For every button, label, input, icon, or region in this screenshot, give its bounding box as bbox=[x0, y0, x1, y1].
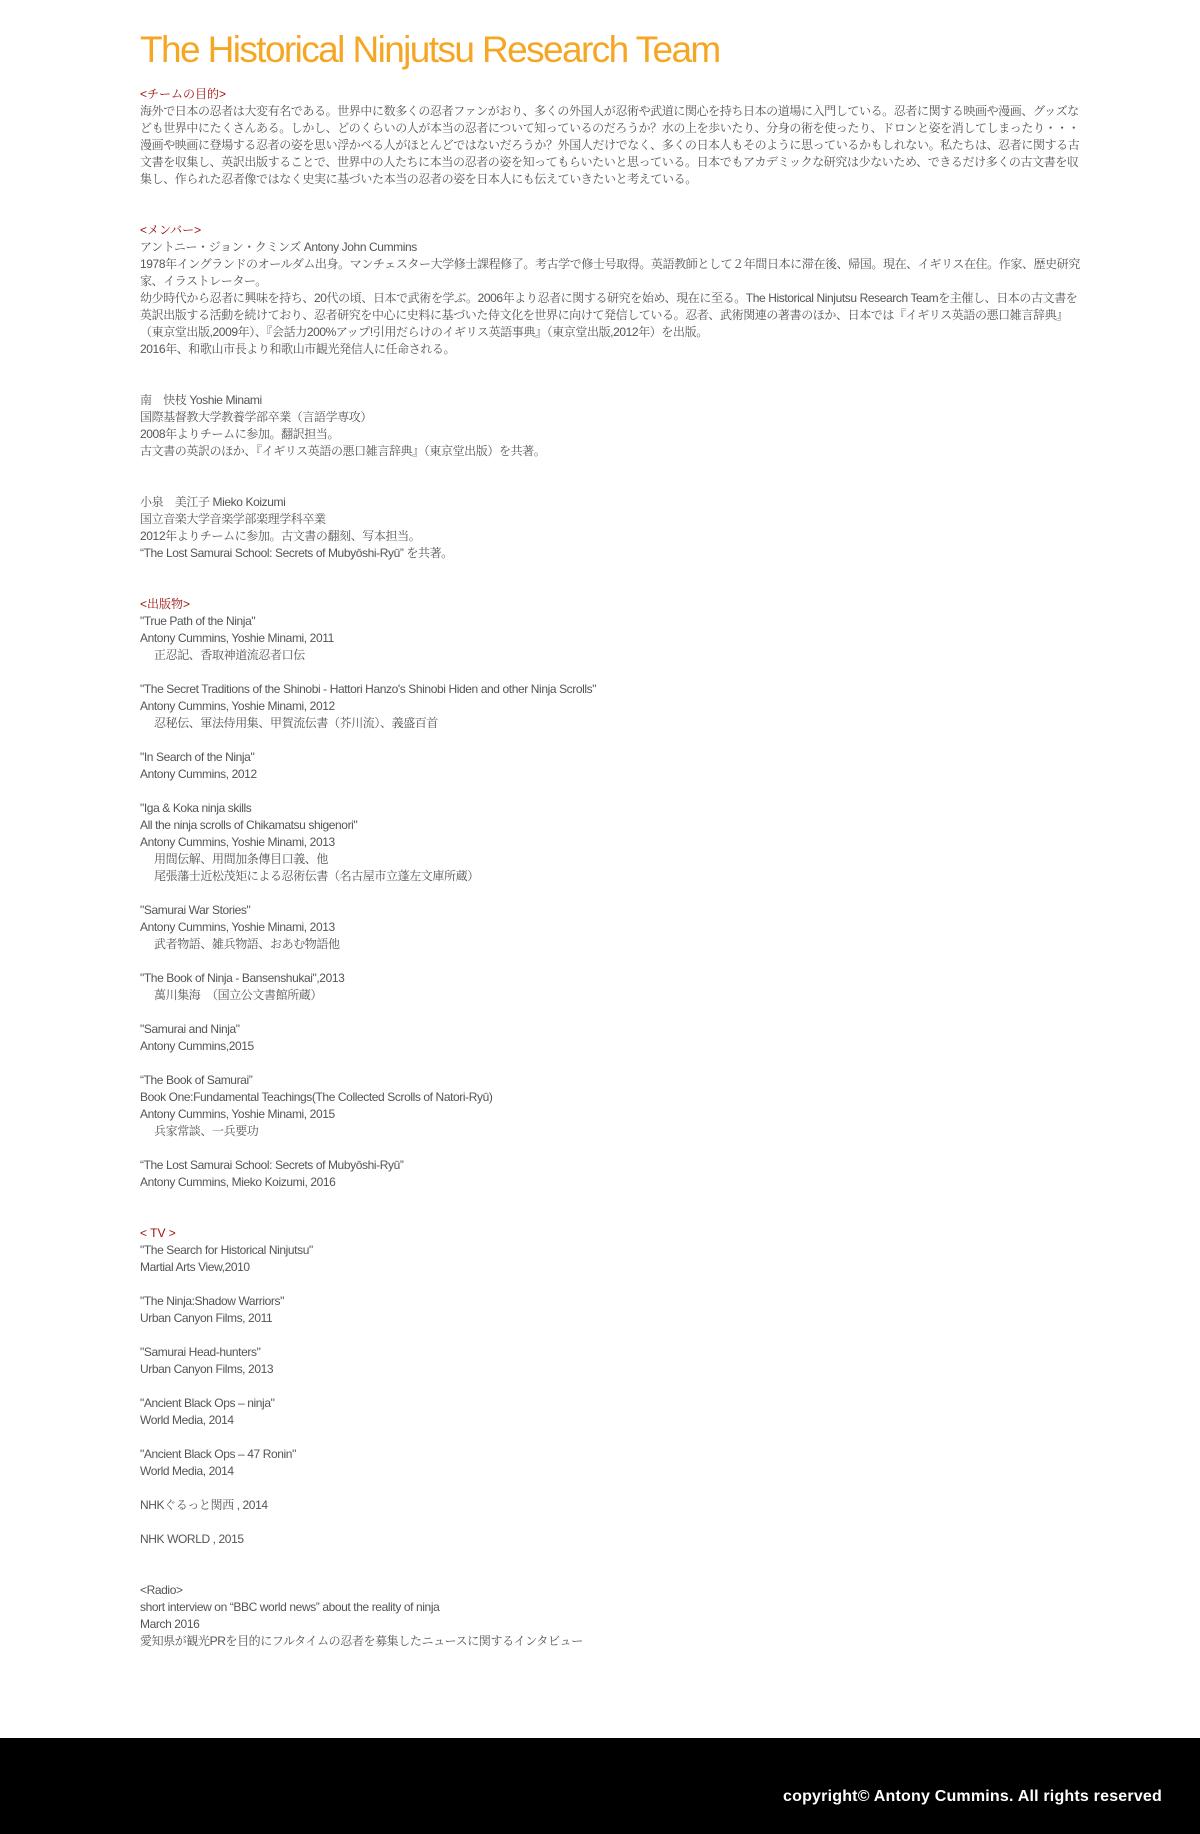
tv-line: "Ancient Black Ops – 47 Ronin" bbox=[140, 1447, 296, 1461]
tv-line: "The Ninja:Shadow Warriors" bbox=[140, 1294, 284, 1308]
publication-line: "True Path of the Ninja" bbox=[140, 614, 256, 628]
publication-line: Antony Cummins, Yoshie Minami, 2015 bbox=[140, 1107, 335, 1121]
publication-line: "In Search of the Ninja" bbox=[140, 750, 255, 764]
publication-note: 萬川集海 （国立公文書館所蔵） bbox=[154, 988, 323, 1002]
member-name: 南 快枝 Yoshie Minami bbox=[140, 393, 262, 407]
tv-item bbox=[140, 1497, 1080, 1514]
publication-line: Book One:Fundamental Teachings(The Collected Scrolls of Natori-Ryū) bbox=[140, 1090, 493, 1104]
page-title: The Historical Ninjutsu Research Team bbox=[140, 29, 720, 70]
member-koizumi bbox=[140, 494, 1080, 562]
tv-item bbox=[140, 1446, 1080, 1480]
radio-line: short interview on “BBC world news” about the reality of ninja bbox=[140, 1600, 440, 1614]
publication-item bbox=[140, 800, 1080, 885]
tv-heading: < TV > bbox=[140, 1226, 176, 1240]
copyright-text: copyright© Antony Cummins. All rights reserved bbox=[783, 1788, 1162, 1805]
radio-heading: <Radio> bbox=[140, 1583, 183, 1597]
publication-note: 忍秘伝、軍法侍用集、甲賀流伝書（芥川流）、義盛百首 bbox=[154, 716, 439, 730]
member-minami bbox=[140, 392, 1080, 460]
publication-item bbox=[140, 681, 1080, 732]
publication-line: Antony Cummins, Yoshie Minami, 2012 bbox=[140, 699, 335, 713]
tv-line: NHKぐるっと関西 , 2014 bbox=[140, 1498, 268, 1512]
publication-line: "The Secret Traditions of the Shinobi - Hattori Hanzo's Shinobi Hiden and other Ninja Scrolls" bbox=[140, 682, 597, 696]
publication-note: 正忍記、香取神道流忍者口伝 bbox=[154, 648, 305, 662]
radio-line: 愛知県が観光PRを目的にフルタイムの忍者を募集したニュースに関するインタビュー bbox=[140, 1634, 583, 1648]
member-name: 小泉 美江子 Mieko Koizumi bbox=[140, 495, 286, 509]
publication-line: "Samurai and Ninja" bbox=[140, 1022, 240, 1036]
tv-line: World Media, 2014 bbox=[140, 1464, 234, 1478]
footer bbox=[0, 1738, 1200, 1834]
members-heading: <メンバー> bbox=[140, 223, 202, 237]
tv-line: Martial Arts View,2010 bbox=[140, 1260, 250, 1274]
member-bio-line: 2016年、和歌山市長より和歌山市観光発信人に任命される。 bbox=[140, 342, 456, 356]
tv-line: "The Search for Historical Ninjutsu" bbox=[140, 1243, 313, 1257]
members-section bbox=[140, 222, 1080, 562]
tv-line: "Samurai Head-hunters" bbox=[140, 1345, 261, 1359]
publication-line: "Iga & Koka ninja skills bbox=[140, 801, 252, 815]
publication-line: "Samurai War Stories" bbox=[140, 903, 251, 917]
tv-section bbox=[140, 1225, 1080, 1548]
tv-line: Urban Canyon Films, 2011 bbox=[140, 1311, 273, 1325]
publication-item bbox=[140, 613, 1080, 664]
publication-line: “The Book of Samurai” bbox=[140, 1073, 253, 1087]
member-bio-line: 国際基督教大学教養学部卒業（言語学専攻） bbox=[140, 410, 373, 424]
publication-item bbox=[140, 970, 1080, 1004]
tv-line: NHK WORLD , 2015 bbox=[140, 1532, 244, 1546]
tv-line: World Media, 2014 bbox=[140, 1413, 234, 1427]
tv-item bbox=[140, 1242, 1080, 1276]
publication-item bbox=[140, 1157, 1080, 1191]
radio-line: March 2016 bbox=[140, 1617, 200, 1631]
member-cummins bbox=[140, 239, 1080, 358]
member-bio-line: 1978年イングランドのオールダム出身。マンチェスター大学修士課程修了。考古学で修士号取得。英語教師として２年間日本に滞在後、帰国。現在、イギリス在住。作家、歴史研究家、イラストレーター。 bbox=[140, 257, 1080, 288]
main-content bbox=[140, 26, 1080, 1650]
member-bio-line: 幼少時代から忍者に興味を持ち、20代の頃、日本で武術を学ぶ。2006年より忍者に関する研究を始め、現在に至る。The Historical Ninjutsu Research Teamを主催し、日本の古文書を英訳出版する活動を続けており、忍者研究を中心に史料に基づいた侍文化を世界に向けて発信している。忍者、武術関連の著書のほか、日本では『イギリス英語の悪口雑言辞典』（東京堂出版,2009年）、『会話力200%アップ!引用だらけのイギリス英語事典』（東京堂出版,2012年）を出版。 bbox=[140, 291, 1078, 339]
publication-line: All the ninja scrolls of Chikamatsu shigenori" bbox=[140, 818, 358, 832]
publication-line: Antony Cummins, 2012 bbox=[140, 767, 257, 781]
publication-line: Antony Cummins, Yoshie Minami, 2013 bbox=[140, 920, 335, 934]
publication-line: Antony Cummins, Yoshie Minami, 2013 bbox=[140, 835, 335, 849]
tv-line: "Ancient Black Ops – ninja" bbox=[140, 1396, 275, 1410]
publication-line: Antony Cummins, Yoshie Minami, 2011 bbox=[140, 631, 334, 645]
member-bio-line: 国立音楽大学音楽学部楽理学科卒業 bbox=[140, 512, 326, 526]
publications-heading: <出版物> bbox=[140, 597, 191, 611]
publication-line: “The Lost Samurai School: Secrets of Mubyōshi-Ryū” bbox=[140, 1158, 404, 1172]
member-bio-line: “The Lost Samurai School: Secrets of Mubyōshi-Ryū” を共著。 bbox=[140, 546, 453, 560]
publication-item bbox=[140, 1072, 1080, 1140]
tv-line: Urban Canyon Films, 2013 bbox=[140, 1362, 274, 1376]
purpose-section bbox=[140, 86, 1080, 188]
tv-item bbox=[140, 1344, 1080, 1378]
member-bio-line: 2012年よりチームに参加。古文書の翻刻、写本担当。 bbox=[140, 529, 421, 543]
publication-item bbox=[140, 1021, 1080, 1055]
member-bio-line: 古文書の英訳のほか、『イギリス英語の悪口雑言辞典』（東京堂出版）を共著。 bbox=[140, 444, 546, 458]
publication-note: 用間伝解、用間加条傳目口義、他 bbox=[154, 852, 329, 866]
publication-note: 兵家常談、一兵要功 bbox=[154, 1124, 259, 1138]
publications-section bbox=[140, 596, 1080, 1191]
tv-item bbox=[140, 1293, 1080, 1327]
publication-line: Antony Cummins,2015 bbox=[140, 1039, 254, 1053]
publication-item bbox=[140, 902, 1080, 953]
publication-note: 尾張藩士近松茂矩による忍術伝書（名古屋市立蓬左文庫所蔵） bbox=[154, 869, 479, 883]
member-bio-line: 2008年よりチームに参加。翻訳担当。 bbox=[140, 427, 340, 441]
publication-line: Antony Cummins, Mieko Koizumi, 2016 bbox=[140, 1175, 336, 1189]
tv-item bbox=[140, 1531, 1080, 1548]
publication-note: 武者物語、雑兵物語、おあむ物語他 bbox=[154, 937, 340, 951]
member-name: アントニー・ジョン・クミンズ Antony John Cummins bbox=[140, 240, 417, 254]
publication-line: "The Book of Ninja - Bansenshukai",2013 bbox=[140, 971, 345, 985]
radio-section bbox=[140, 1582, 1080, 1650]
publication-item bbox=[140, 749, 1080, 783]
purpose-text: 海外で日本の忍者は大変有名である。世界中に数多くの忍者ファンがおり、多くの外国人が忍術や武道に関心を持ち日本の道場に入門している。忍者に関する映画や漫画、グッズなども世界中にたくさんある。しかし、どのくらいの人が本当の忍者について知っているのだろうか？水の上を歩いたり、分身の術を使ったり、ドロンと姿を消してしまったり・・・漫画や映画に登場する忍者の姿を思い浮かべる人がほとんどではないだろうか？外国人だけでなく、多くの日本人もそのように思っているかもしれない。私たちは、忍者に関する古文書を収集し、英訳出版することで、世界中の人たちに本当の忍者の姿を知ってもらいたいと思っている。日本でもアカデミックな研究は少ないため、できるだけ多くの古文書を収集し、作られた忍者像ではなく史実に基づいた本当の忍者の姿を日本人にも伝えていきたいと考えている。 bbox=[140, 104, 1080, 186]
tv-item bbox=[140, 1395, 1080, 1429]
purpose-heading: <チームの目的> bbox=[140, 87, 227, 101]
